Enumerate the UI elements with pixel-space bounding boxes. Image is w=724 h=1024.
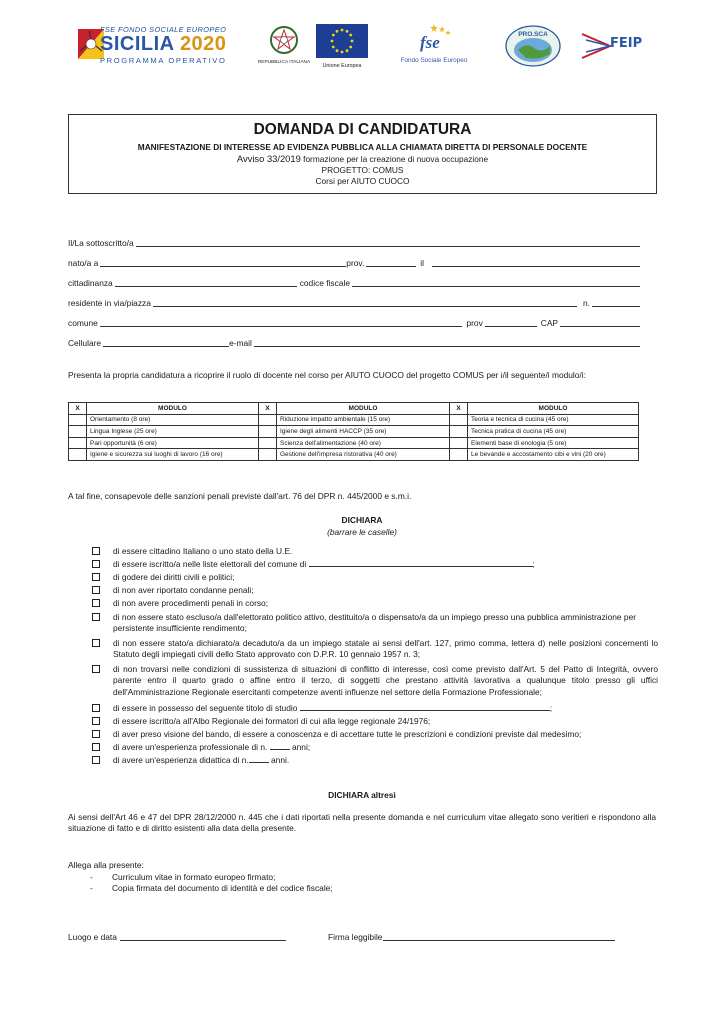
modules-table [68, 402, 639, 461]
fondo-sociale-label: Fondo Sociale Europeo [400, 57, 468, 64]
declaration-checkbox[interactable] [92, 665, 100, 673]
module-select-cell[interactable] [259, 426, 277, 438]
module-cell: Tecnica pratica di cucina (45 ore) [468, 426, 639, 438]
declaration-checkbox[interactable] [92, 730, 100, 738]
module-select-cell[interactable] [450, 449, 468, 461]
dichiara-subtitle: (barrare le caselle) [327, 527, 397, 537]
semicolon-text: ; [532, 559, 535, 569]
dichiara-title: DICHIARA [341, 515, 383, 525]
module-cell: Lingua Inglese (25 ore) [87, 426, 259, 438]
declaration-checkbox[interactable] [92, 599, 100, 607]
field-row-cittadinanza [68, 276, 640, 288]
birthdate-input[interactable] [432, 258, 640, 267]
fse-stars-icon [404, 22, 464, 52]
declaration-text [113, 559, 658, 570]
comune-label: comune [68, 318, 98, 328]
table-row [69, 449, 639, 461]
declaration-text: di non essere stato/a dichiarato/a decaduto/a da un impiego statale ai sensi dell'art. 127, primo comma, lettera d) nelle posizioni concernenti lo Statuto degli impiegati civili dello Stato approvato con D.P.R. 10 gennaio 1957 n. 3; [113, 638, 658, 660]
email-input[interactable] [254, 338, 640, 347]
birth-prov-input[interactable] [366, 258, 416, 267]
candidatura-intro: Presenta la propria candidatura a ricoprire il ruolo di docente nel corso per AIUTO CUOCO del progetto COMUS per i/il seguente/i modulo/i: [68, 370, 586, 380]
table-row [69, 414, 639, 426]
declaration-item [92, 598, 658, 609]
declaration-item [92, 742, 658, 753]
module-select-cell[interactable] [69, 449, 87, 461]
header-box [68, 114, 657, 194]
module-cell: Igiene degli alimenti HACCP (35 ore) [277, 426, 450, 438]
feip-arrow-icon [580, 26, 614, 66]
esperienza-did-input[interactable] [249, 755, 269, 763]
field-row-residente [68, 296, 640, 308]
list-item [90, 872, 333, 883]
module-cell: Gestione dell'impresa ristorativa (40 ore) [277, 449, 450, 461]
prosca-logo [504, 24, 562, 68]
corsi-line: Corsi per AIUTO CUOCO [315, 176, 410, 186]
document-title: DOMANDA DI CANDIDATURA [253, 121, 472, 138]
modulo-column-header: MODULO [468, 403, 639, 415]
declaration-item [92, 559, 658, 570]
cellulare-input[interactable] [103, 338, 229, 347]
declaration-text: di essere iscritto/a all'Albo Regionale dei formatori di cui alla legge regionale 24/1976; [113, 716, 431, 726]
declaration-checkbox[interactable] [92, 573, 100, 581]
repubblica-italiana-logo [256, 24, 312, 74]
progetto-line: PROGETTO: COMUS [321, 165, 404, 175]
module-cell: Teoria e tecnica di cucina (45 ore) [468, 414, 639, 426]
declaration-text: di essere cittadino Italiano o uno stato della U.E. [113, 546, 293, 556]
luogo-data-row [68, 932, 286, 942]
birthplace-input[interactable] [100, 258, 346, 267]
firma-input[interactable] [383, 932, 615, 941]
declaration-text: di non essere stato escluso/a dall'elettorato politico attivo, destituito/a o dispensato/a da un impiego presso una pubblica amministrazione per persistente insufficiente rendimento; [113, 612, 637, 634]
programma-operativo-text: PROGRAMMA OPERATIVO [100, 56, 227, 65]
residente-label: residente in via/piazza [68, 298, 151, 308]
declaration-text: di non trovarsi nelle condizioni di sussistenza di situazioni di conflitto di interesse, così come previsto dall'Art. 5 del Patto di Integrità, ovvero parente entro il quarto grado o affine entro il terzo, di soggetti che prestano attività lavorativa a qualunque titolo presso gli uffici dell'Amministrazione Regionale esercitanti competenze aventi influenze nel settore della Formazione Professionale; [113, 664, 658, 697]
declaration-text: di godere dei diritti civili e politici; [113, 572, 235, 582]
declaration-text [113, 703, 658, 714]
module-select-cell[interactable] [450, 414, 468, 426]
declaration-checkbox[interactable] [92, 756, 100, 764]
dichiara-altresi-title: DICHIARA altresì [328, 790, 396, 800]
comune-elettorale-input[interactable] [309, 559, 533, 567]
il-label: il [420, 258, 425, 268]
codice-fiscale-label: codice fiscale [299, 278, 350, 288]
field-row-comune [68, 316, 640, 328]
module-cell: Le bevande e accostamento cibi e vini (20 ore) [468, 449, 639, 461]
modulo-column-header: MODULO [277, 403, 450, 415]
prov-label: prov. [346, 258, 365, 268]
declaration-item [92, 664, 658, 698]
luogo-data-input[interactable] [120, 932, 286, 941]
field-row-contatti [68, 336, 640, 348]
field-row-nato [68, 256, 640, 268]
declaration-item [92, 716, 658, 727]
eu-logo [315, 24, 369, 74]
luogo-data-label: Luogo e data [68, 932, 117, 942]
modulo-column-header: MODULO [87, 403, 259, 415]
module-select-cell[interactable] [69, 414, 87, 426]
codice-fiscale-input[interactable] [352, 278, 640, 287]
prov2-label: prov [466, 318, 483, 328]
sottoscritto-label: Il/La sottoscritto/a [68, 238, 134, 248]
module-cell: Igiene e sicurezza sui luoghi di lavoro (16 ore) [87, 449, 259, 461]
module-cell: Elementi base di enologia (5 ore) [468, 437, 639, 449]
esperienza-prof-text: di avere un'esperienza professionale di n. [113, 742, 268, 752]
module-cell: Pari opportunità (6 ore) [87, 437, 259, 449]
declaration-text: di non aver riportato condanne penali; [113, 585, 254, 595]
allega-list [90, 872, 333, 895]
cap-label: CAP [540, 318, 558, 328]
module-select-cell[interactable] [259, 414, 277, 426]
declaration-checkbox[interactable] [92, 717, 100, 725]
declaration-item [92, 729, 658, 740]
anni-prof-text: anni; [291, 742, 311, 752]
declaration-item [92, 585, 658, 596]
prov2-input[interactable] [485, 318, 537, 327]
firma-label: Firma leggibile [328, 932, 383, 942]
prosca-text: PRO.SCA [518, 31, 548, 38]
titolo-studio-input[interactable] [300, 703, 553, 713]
allega-title: Allega alla presente: [68, 860, 144, 870]
declaration-item [92, 572, 658, 583]
semicolon-text: ; [549, 703, 553, 713]
declaration-item [92, 546, 658, 557]
table-row [69, 437, 639, 449]
civic-number-label: n. [583, 298, 590, 308]
declaration-text [113, 755, 658, 766]
declaration-checkbox[interactable] [92, 704, 100, 712]
module-cell: Scienza dell'alimentazione (40 ore) [277, 437, 450, 449]
module-select-cell[interactable] [450, 426, 468, 438]
x-column-header: X [259, 403, 277, 415]
allega-item: Curriculum vitae in formato europeo firmato; [112, 872, 276, 882]
cittadinanza-label: cittadinanza [68, 278, 113, 288]
module-select-cell[interactable] [259, 449, 277, 461]
globe-icon [504, 24, 562, 68]
declaration-item [92, 703, 658, 714]
sicilia-word: SICILIA [100, 33, 174, 55]
declaration-text: di non avere procedimenti penali in corso; [113, 598, 269, 608]
comune-input[interactable] [100, 318, 463, 327]
sottoscritto-input[interactable] [136, 238, 640, 247]
declaration-checkbox[interactable] [92, 639, 100, 647]
declaration-text [113, 742, 658, 753]
sicilia-2020-text [100, 33, 226, 56]
x-column-header: X [69, 403, 87, 415]
module-select-cell[interactable] [69, 426, 87, 438]
unione-europea-label: Unione Europea [322, 63, 362, 69]
cellulare-label: Cellulare [68, 338, 102, 348]
dash-icon: - [90, 883, 93, 894]
avviso-line [69, 153, 656, 165]
x-column-header: X [450, 403, 468, 415]
italian-emblem-icon [269, 24, 299, 56]
esperienza-did-text: di avere un'esperienza didattica di n. [113, 755, 249, 765]
year-word: 2020 [179, 33, 227, 55]
repubblica-label: REPUBBLICA ITALIANA [257, 60, 311, 65]
document-subtitle: MANIFESTAZIONE DI INTERESSE AD EVIDENZA PUBBLICA ALLA CHIAMATA DIRETTA DI PERSONALE DOCENTE [137, 142, 588, 152]
list-item [90, 883, 333, 894]
fse-mark: fse [420, 33, 440, 52]
declaration-checkbox[interactable] [92, 586, 100, 594]
declaration-checkbox[interactable] [92, 560, 100, 568]
email-label: e-mail [229, 338, 252, 348]
feip-text: FEIP [610, 36, 643, 51]
module-cell: Orientamento (8 ore) [87, 414, 259, 426]
module-select-cell[interactable] [69, 437, 87, 449]
table-header-row [69, 403, 639, 415]
avviso-description: formazione per la creazione di nuova occupazione [300, 154, 489, 164]
declaration-item [92, 755, 658, 766]
dash-icon: - [90, 872, 93, 882]
nato-label: nato/a a [68, 258, 99, 268]
fse-top-text: FSE FONDO SOCIALE EUROPEO [100, 25, 227, 34]
esperienza-prof-input[interactable] [270, 742, 290, 750]
fse-sicilia-logo [78, 25, 250, 71]
declaration-item [92, 638, 658, 661]
declaration-checkbox[interactable] [92, 547, 100, 555]
eu-flag-icon [316, 24, 368, 58]
consapevole-text: A tal fine, consapevole delle sanzioni penali previste dall'art. 76 del DPR n. 445/2000 e s.m.i. [68, 491, 412, 501]
logo-strip [70, 20, 660, 76]
module-cell: Riduzione impatto ambientale (15 ore) [277, 414, 450, 426]
liste-elettorali-text: di essere iscritto/a nelle liste elettorali del comune di [113, 559, 307, 569]
titolo-studio-text: di essere in possesso del seguente titolo di studio [113, 703, 298, 713]
cittadinanza-input[interactable] [115, 278, 297, 287]
declaration-item [92, 612, 658, 635]
cap-input[interactable] [560, 318, 640, 327]
module-select-cell[interactable] [259, 437, 277, 449]
declaration-text: di aver preso visione del bando, di essere a conoscenza e di accettare tutte le prescrizioni e condizioni previste dal medesimo; [113, 729, 582, 739]
module-select-cell[interactable] [450, 437, 468, 449]
anni-did-text: anni. [271, 755, 290, 765]
firma-row [328, 932, 615, 942]
address-input[interactable] [153, 298, 577, 307]
allega-item: Copia firmata del documento di identità e del codice fiscale; [112, 883, 333, 894]
feip-logo [580, 26, 652, 66]
table-row [69, 426, 639, 438]
declaration-checkbox[interactable] [92, 613, 100, 621]
civic-number-input[interactable] [592, 298, 640, 307]
avviso-number: Avviso 33/2019 [236, 153, 301, 164]
declaration-checkbox[interactable] [92, 743, 100, 751]
dichiara-altresi-text: Ai sensi dell'Art 46 e 47 del DPR 28/12/2000 n. 445 che i dati riportati nella presente domanda e nel curriculum vitae allegato sono veritieri e rispondono alla situazione di fatto e di diritto esistenti alla data della presente. [68, 812, 656, 833]
field-row-sottoscritto [68, 236, 640, 248]
fondo-sociale-europeo-logo [388, 22, 480, 72]
